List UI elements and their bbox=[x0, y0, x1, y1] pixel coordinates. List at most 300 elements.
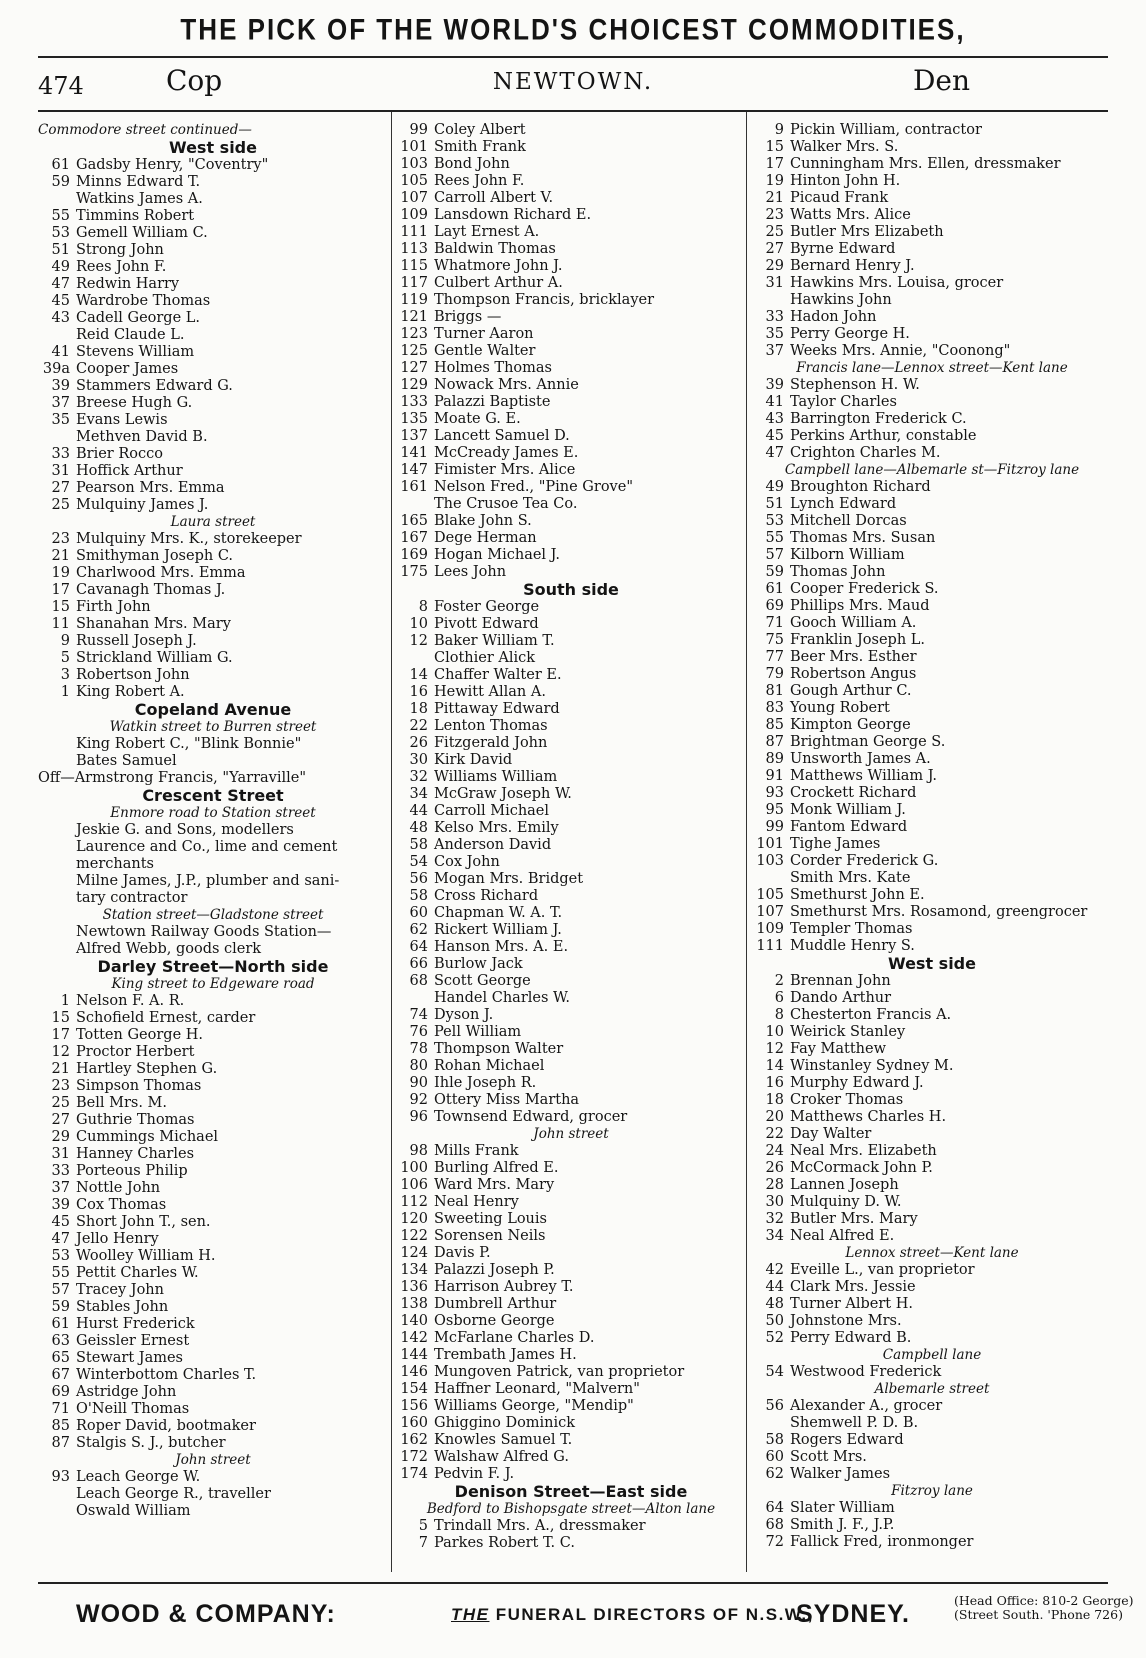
resident-name: Smethurst John E. bbox=[790, 887, 925, 903]
house-number: 29 bbox=[765, 258, 784, 274]
house-number: 28 bbox=[765, 1177, 784, 1193]
directory-entry bbox=[396, 1296, 746, 1313]
house-number: 59 bbox=[51, 174, 70, 190]
house-number: 64 bbox=[409, 939, 428, 955]
resident-name: Young Robert bbox=[790, 700, 890, 716]
directory-entry bbox=[396, 735, 746, 752]
resident-name: Smith J. F., J.P. bbox=[790, 1517, 895, 1533]
directory-entry bbox=[396, 854, 746, 871]
directory-entry bbox=[38, 1248, 388, 1265]
footer-head-office-line-2: (Street South. 'Phone 726) bbox=[954, 1607, 1123, 1622]
house-number: 61 bbox=[51, 157, 70, 173]
house-number: 101 bbox=[756, 836, 784, 852]
house-number: 76 bbox=[409, 1024, 428, 1040]
directory-entry bbox=[752, 139, 1112, 156]
house-number: 105 bbox=[400, 173, 428, 189]
resident-name: Strong John bbox=[76, 242, 164, 258]
resident-name: Bernard Henry J. bbox=[790, 258, 915, 274]
house-number: 125 bbox=[400, 343, 428, 359]
resident-name: Nelson Fred., "Pine Grove" bbox=[434, 479, 633, 495]
resident-name: Hanson Mrs. A. E. bbox=[434, 939, 569, 955]
resident-name: Mungoven Patrick, van proprietor bbox=[434, 1364, 685, 1380]
directory-entry bbox=[396, 1024, 746, 1041]
directory-entry bbox=[752, 1177, 1112, 1194]
resident-name: Bell Mrs. M. bbox=[76, 1095, 168, 1111]
resident-name: Clothier Alick bbox=[434, 650, 536, 666]
directory-entry bbox=[752, 734, 1112, 751]
directory-entry bbox=[396, 599, 746, 616]
house-number: 39 bbox=[51, 378, 70, 394]
resident-name: Knowles Samuel T. bbox=[434, 1432, 573, 1448]
footer-city: SYDNEY. bbox=[796, 1600, 910, 1628]
directory-entry bbox=[396, 990, 746, 1007]
directory-entry bbox=[38, 650, 388, 667]
directory-entry bbox=[752, 921, 1112, 938]
resident-name: Burling Alfred E. bbox=[434, 1160, 559, 1176]
directory-entry bbox=[396, 1381, 746, 1398]
house-number: 53 bbox=[51, 225, 70, 241]
resident-name: Burlow Jack bbox=[434, 956, 523, 972]
page-header bbox=[38, 64, 1108, 104]
directory-entry bbox=[38, 548, 388, 565]
resident-name: Dyson J. bbox=[434, 1007, 494, 1023]
house-number: 31 bbox=[765, 275, 784, 291]
house-number: 103 bbox=[400, 156, 428, 172]
house-number: 59 bbox=[51, 1299, 70, 1315]
street-heading: Denison Street—East side bbox=[454, 1482, 688, 1501]
resident-name: Rickert William J. bbox=[434, 922, 562, 938]
directory-entry bbox=[752, 1092, 1112, 1109]
resident-name: Tracey John bbox=[76, 1282, 164, 1298]
resident-name: Cooper Frederick S. bbox=[790, 581, 939, 597]
house-number: 51 bbox=[765, 496, 784, 512]
house-number: 33 bbox=[765, 309, 784, 325]
house-number: 19 bbox=[765, 173, 784, 189]
resident-name: Shanahan Mrs. Mary bbox=[76, 616, 231, 632]
directory-entry bbox=[38, 684, 388, 701]
house-number: 56 bbox=[765, 1398, 784, 1414]
directory-entry bbox=[752, 564, 1112, 581]
resident-name: Walker James bbox=[790, 1466, 891, 1482]
directory-entry bbox=[752, 1500, 1112, 1517]
house-number: 154 bbox=[400, 1381, 428, 1397]
house-number: 162 bbox=[400, 1432, 428, 1448]
resident-name: Broughton Richard bbox=[790, 479, 931, 495]
resident-name: Timmins Robert bbox=[76, 208, 195, 224]
entry-continuation: tary contractor bbox=[76, 890, 188, 906]
house-number: 16 bbox=[765, 1075, 784, 1091]
house-number: 51 bbox=[51, 242, 70, 258]
directory-entry bbox=[752, 1024, 1112, 1041]
directory-entry bbox=[396, 1177, 746, 1194]
house-number: 19 bbox=[51, 565, 70, 581]
resident-name: Mulquiny James J. bbox=[76, 497, 209, 513]
house-number: 105 bbox=[756, 887, 784, 903]
resident-name: Russell Joseph J. bbox=[76, 633, 197, 649]
cross-street-note: Campbell lane—Albemarle st—Fitzroy lane bbox=[784, 462, 1080, 478]
resident-name: Proctor Herbert bbox=[76, 1044, 195, 1060]
directory-entry bbox=[396, 905, 746, 922]
resident-name: Handel Charles W. bbox=[434, 990, 570, 1006]
house-number: 68 bbox=[409, 973, 428, 989]
house-number: 174 bbox=[400, 1466, 428, 1482]
house-number: 37 bbox=[765, 343, 784, 359]
directory-entry bbox=[38, 1418, 388, 1435]
directory-entry bbox=[38, 242, 388, 259]
resident-name: Smith Frank bbox=[434, 139, 526, 155]
resident-name: Gemell William C. bbox=[76, 225, 208, 241]
resident-name: Pell William bbox=[434, 1024, 522, 1040]
directory-entry bbox=[396, 1109, 746, 1126]
directory-entry bbox=[752, 411, 1112, 428]
directory-entry: Off—Armstrong Francis, "Yarraville" bbox=[38, 770, 307, 786]
directory-entry bbox=[396, 377, 746, 394]
resident-name: Scott George bbox=[434, 973, 531, 989]
house-number: 96 bbox=[409, 1109, 428, 1125]
resident-name: Thompson Walter bbox=[434, 1041, 564, 1057]
resident-name: Murphy Edward J. bbox=[790, 1075, 924, 1091]
footer-brand bbox=[76, 1600, 336, 1629]
resident-name: Kilborn William bbox=[790, 547, 905, 563]
resident-name: Pivott Edward bbox=[434, 616, 539, 632]
directory-entry bbox=[38, 225, 388, 242]
resident-name: Gadsby Henry, "Coventry" bbox=[76, 157, 269, 173]
directory-entry bbox=[752, 377, 1112, 394]
directory-entry bbox=[38, 616, 388, 633]
directory-entry bbox=[38, 293, 388, 310]
resident-name: Kimpton George bbox=[790, 717, 911, 733]
house-number: 160 bbox=[400, 1415, 428, 1431]
resident-name: Stables John bbox=[76, 1299, 169, 1315]
directory-entry bbox=[396, 1279, 746, 1296]
directory-entry bbox=[38, 395, 388, 412]
resident-name: Briggs — bbox=[434, 309, 502, 325]
directory-entry bbox=[396, 769, 746, 786]
house-number: 23 bbox=[765, 207, 784, 223]
cross-street-note: Albemarle street bbox=[874, 1381, 990, 1397]
resident-name: Moate G. E. bbox=[434, 411, 521, 427]
entry-continuation: merchants bbox=[76, 856, 154, 872]
house-number: 26 bbox=[765, 1160, 784, 1176]
house-number: 10 bbox=[765, 1024, 784, 1040]
directory-entry bbox=[38, 1316, 388, 1333]
resident-name: Roper David, bootmaker bbox=[76, 1418, 256, 1434]
directory-entry bbox=[38, 1027, 388, 1044]
resident-name: Carroll Michael bbox=[434, 803, 550, 819]
guide-word-right: Den bbox=[912, 64, 970, 97]
directory-entry bbox=[396, 496, 746, 513]
directory-entry bbox=[38, 310, 388, 327]
directory-entry bbox=[396, 479, 746, 496]
resident-name: Lansdown Richard E. bbox=[434, 207, 592, 223]
house-number: 87 bbox=[51, 1435, 70, 1451]
house-number: 22 bbox=[409, 718, 428, 734]
directory-entry bbox=[38, 378, 388, 395]
cross-street-note: Laura street bbox=[170, 514, 256, 530]
resident-name: Nowack Mrs. Annie bbox=[434, 377, 579, 393]
house-number: 32 bbox=[765, 1211, 784, 1227]
resident-name: Fallick Fred, ironmonger bbox=[790, 1534, 974, 1550]
resident-name: Phillips Mrs. Maud bbox=[790, 598, 930, 614]
directory-entry bbox=[752, 1415, 1112, 1432]
resident-name: Redwin Harry bbox=[76, 276, 180, 292]
resident-name: Simpson Thomas bbox=[76, 1078, 202, 1094]
house-number: 41 bbox=[765, 394, 784, 410]
house-number: 22 bbox=[765, 1126, 784, 1142]
directory-entry bbox=[396, 411, 746, 428]
directory-entry bbox=[752, 904, 1112, 921]
cross-street-note: King street to Edgeware road bbox=[111, 976, 315, 992]
house-number: 34 bbox=[409, 786, 428, 802]
house-number: 2 bbox=[774, 973, 784, 989]
resident-name: Watts Mrs. Alice bbox=[790, 207, 911, 223]
resident-name: Cummings Michael bbox=[76, 1129, 219, 1145]
directory-entry bbox=[752, 479, 1112, 496]
directory-entry bbox=[752, 258, 1112, 275]
directory-entry bbox=[38, 1214, 388, 1231]
house-number: 30 bbox=[409, 752, 428, 768]
house-number: 23 bbox=[51, 531, 70, 547]
directory-entry bbox=[396, 428, 746, 445]
house-number: 93 bbox=[51, 1469, 70, 1485]
house-number: 57 bbox=[51, 1282, 70, 1298]
directory-entry bbox=[396, 530, 746, 547]
resident-name: Palazzi Baptiste bbox=[434, 394, 551, 410]
house-number: 34 bbox=[765, 1228, 784, 1244]
directory-entry bbox=[752, 241, 1112, 258]
directory-entry bbox=[752, 1007, 1112, 1024]
house-number: 91 bbox=[765, 768, 784, 784]
cross-street-note: John street bbox=[175, 1452, 251, 1468]
directory-entry bbox=[752, 973, 1112, 990]
directory-entry: Bates Samuel bbox=[76, 753, 177, 769]
resident-name: Byrne Edward bbox=[790, 241, 896, 257]
resident-name: Mulquiny Mrs. K., storekeeper bbox=[76, 531, 302, 547]
directory-entry bbox=[396, 275, 746, 292]
directory-entry bbox=[752, 1262, 1112, 1279]
house-number: 9 bbox=[774, 122, 784, 138]
resident-name: Butler Mrs. Mary bbox=[790, 1211, 918, 1227]
house-number: 58 bbox=[409, 837, 428, 853]
house-number: 48 bbox=[765, 1296, 784, 1312]
house-number: 47 bbox=[765, 445, 784, 461]
house-number: 29 bbox=[51, 1129, 70, 1145]
house-number: 99 bbox=[765, 819, 784, 835]
resident-name: Short John T., sen. bbox=[76, 1214, 211, 1230]
resident-name: Dando Arthur bbox=[790, 990, 892, 1006]
resident-name: Carroll Albert V. bbox=[434, 190, 554, 206]
resident-name: Pettit Charles W. bbox=[76, 1265, 199, 1281]
resident-name: Harrison Aubrey T. bbox=[434, 1279, 574, 1295]
resident-name: Mulquiny D. W. bbox=[790, 1194, 902, 1210]
house-number: 17 bbox=[51, 1027, 70, 1043]
house-number: 92 bbox=[409, 1092, 428, 1108]
resident-name: Palazzi Joseph P. bbox=[434, 1262, 555, 1278]
house-number: 113 bbox=[400, 241, 428, 257]
resident-name: Lenton Thomas bbox=[434, 718, 548, 734]
directory-entry bbox=[752, 870, 1112, 887]
house-number: 121 bbox=[400, 309, 428, 325]
house-number: 62 bbox=[409, 922, 428, 938]
house-number: 32 bbox=[409, 769, 428, 785]
house-number: 99 bbox=[409, 122, 428, 138]
directory-entry bbox=[396, 973, 746, 990]
house-number: 21 bbox=[51, 548, 70, 564]
resident-name: Rees John F. bbox=[76, 259, 167, 275]
house-number: 39a bbox=[42, 361, 70, 377]
directory-entry bbox=[38, 361, 388, 378]
directory-entry bbox=[396, 122, 746, 139]
resident-name: Fitzgerald John bbox=[434, 735, 548, 751]
cross-street-note: Campbell lane bbox=[882, 1347, 982, 1363]
resident-name: Beer Mrs. Esther bbox=[790, 649, 917, 665]
house-number: 87 bbox=[765, 734, 784, 750]
house-number: 137 bbox=[400, 428, 428, 444]
resident-name: Williams George, "Mendip" bbox=[434, 1398, 634, 1414]
resident-name: Westwood Frederick bbox=[790, 1364, 942, 1380]
directory-entry bbox=[752, 445, 1112, 462]
resident-name: Leach George W. bbox=[76, 1469, 201, 1485]
house-number: 27 bbox=[51, 1112, 70, 1128]
resident-name: Butler Mrs Elizabeth bbox=[790, 224, 944, 240]
house-number: 17 bbox=[51, 582, 70, 598]
resident-name: Lannen Joseph bbox=[790, 1177, 899, 1193]
resident-name: Thomas John bbox=[790, 564, 886, 580]
resident-name: Rees John F. bbox=[434, 173, 525, 189]
resident-name: Neal Alfred E. bbox=[790, 1228, 895, 1244]
house-number: 93 bbox=[765, 785, 784, 801]
directory-entry bbox=[752, 1296, 1112, 1313]
house-number: 12 bbox=[409, 633, 428, 649]
directory-entry bbox=[396, 1313, 746, 1330]
resident-name: Picaud Frank bbox=[790, 190, 889, 206]
house-number: 111 bbox=[400, 224, 428, 240]
resident-name: Unsworth James A. bbox=[790, 751, 931, 767]
directory-entry bbox=[38, 1078, 388, 1095]
house-number: 85 bbox=[765, 717, 784, 733]
resident-name: Cadell George L. bbox=[76, 310, 201, 326]
directory-entry bbox=[752, 1398, 1112, 1415]
column-divider bbox=[746, 112, 747, 1572]
resident-name: Whatmore John J. bbox=[434, 258, 563, 274]
house-number: 37 bbox=[51, 395, 70, 411]
resident-name: Cross Richard bbox=[434, 888, 539, 904]
resident-name: Ward Mrs. Mary bbox=[434, 1177, 555, 1193]
cross-street-note: Lennox street—Kent lane bbox=[845, 1245, 1019, 1261]
street-heading: Crescent Street bbox=[142, 786, 284, 805]
resident-name: Cox John bbox=[434, 854, 500, 870]
resident-name: Nelson F. A. R. bbox=[76, 993, 185, 1009]
resident-name: Thomas Mrs. Susan bbox=[790, 530, 936, 546]
house-number: 1 bbox=[60, 993, 70, 1009]
resident-name: Perkins Arthur, constable bbox=[790, 428, 977, 444]
resident-name: Fimister Mrs. Alice bbox=[434, 462, 576, 478]
directory-entry bbox=[38, 446, 388, 463]
directory-column-1 bbox=[38, 122, 388, 1520]
house-number: 15 bbox=[51, 599, 70, 615]
resident-name: Totten George H. bbox=[76, 1027, 204, 1043]
resident-name: Hawkins John bbox=[790, 292, 892, 308]
house-number: 6 bbox=[774, 990, 784, 1006]
house-number: 21 bbox=[51, 1061, 70, 1077]
house-number: 12 bbox=[765, 1041, 784, 1057]
page-title: NEWTOWN. bbox=[492, 69, 654, 95]
house-number: 63 bbox=[51, 1333, 70, 1349]
resident-name: Dege Herman bbox=[434, 530, 537, 546]
directory-entry bbox=[38, 1435, 388, 1452]
resident-name: Stammers Edward G. bbox=[76, 378, 233, 394]
resident-name: Perry George H. bbox=[790, 326, 910, 342]
house-number: 101 bbox=[400, 139, 428, 155]
house-number: 117 bbox=[400, 275, 428, 291]
directory-entry: Laurence and Co., lime and cement bbox=[76, 839, 338, 855]
directory-entry bbox=[38, 599, 388, 616]
house-number: 37 bbox=[51, 1180, 70, 1196]
resident-name: Ghiggino Dominick bbox=[434, 1415, 576, 1431]
directory-entry bbox=[396, 1143, 746, 1160]
directory-entry bbox=[38, 429, 388, 446]
house-number: 5 bbox=[60, 650, 70, 666]
directory-entry bbox=[752, 513, 1112, 530]
resident-name: Jello Henry bbox=[76, 1231, 159, 1247]
directory-entry bbox=[396, 513, 746, 530]
resident-name: Robertson Angus bbox=[790, 666, 917, 682]
house-number: 57 bbox=[765, 547, 784, 563]
resident-name: Day Walter bbox=[790, 1126, 872, 1142]
guide-word-left: Cop bbox=[166, 64, 223, 97]
directory-entry bbox=[396, 803, 746, 820]
directory-entry bbox=[752, 615, 1112, 632]
house-number: 25 bbox=[51, 1095, 70, 1111]
directory-entry bbox=[752, 632, 1112, 649]
directory-entry bbox=[38, 1299, 388, 1316]
resident-name: Williams William bbox=[434, 769, 558, 785]
directory-entry bbox=[38, 344, 388, 361]
resident-name: Nottle John bbox=[76, 1180, 161, 1196]
resident-name: Minns Edward T. bbox=[76, 174, 201, 190]
directory-entry bbox=[396, 309, 746, 326]
house-number: 124 bbox=[400, 1245, 428, 1261]
directory-entry bbox=[38, 480, 388, 497]
directory-entry bbox=[396, 326, 746, 343]
resident-name: Monk William J. bbox=[790, 802, 906, 818]
resident-name: The Crusoe Tea Co. bbox=[434, 496, 578, 512]
resident-name: Bond John bbox=[434, 156, 510, 172]
directory-entry bbox=[396, 871, 746, 888]
directory-entry bbox=[396, 394, 746, 411]
house-number: 98 bbox=[409, 1143, 428, 1159]
house-number: 54 bbox=[409, 854, 428, 870]
house-number: 77 bbox=[765, 649, 784, 665]
resident-name: Firth John bbox=[76, 599, 151, 615]
house-number: 109 bbox=[756, 921, 784, 937]
house-number: 18 bbox=[409, 701, 428, 717]
directory-entry bbox=[38, 1112, 388, 1129]
directory-entry bbox=[752, 887, 1112, 904]
resident-name: Lancett Samuel D. bbox=[434, 428, 570, 444]
directory-entry bbox=[752, 1041, 1112, 1058]
resident-name: Alexander A., grocer bbox=[790, 1398, 943, 1414]
directory-entry: Jeskie G. and Sons, modellers bbox=[76, 822, 294, 838]
resident-name: Hadon John bbox=[790, 309, 877, 325]
directory-entry bbox=[38, 582, 388, 599]
entry-continuation: Alfred Webb, goods clerk bbox=[76, 941, 262, 957]
house-number: 48 bbox=[409, 820, 428, 836]
house-number: 39 bbox=[51, 1197, 70, 1213]
directory-entry bbox=[752, 683, 1112, 700]
house-number: 136 bbox=[400, 1279, 428, 1295]
directory-entry bbox=[396, 1466, 746, 1483]
